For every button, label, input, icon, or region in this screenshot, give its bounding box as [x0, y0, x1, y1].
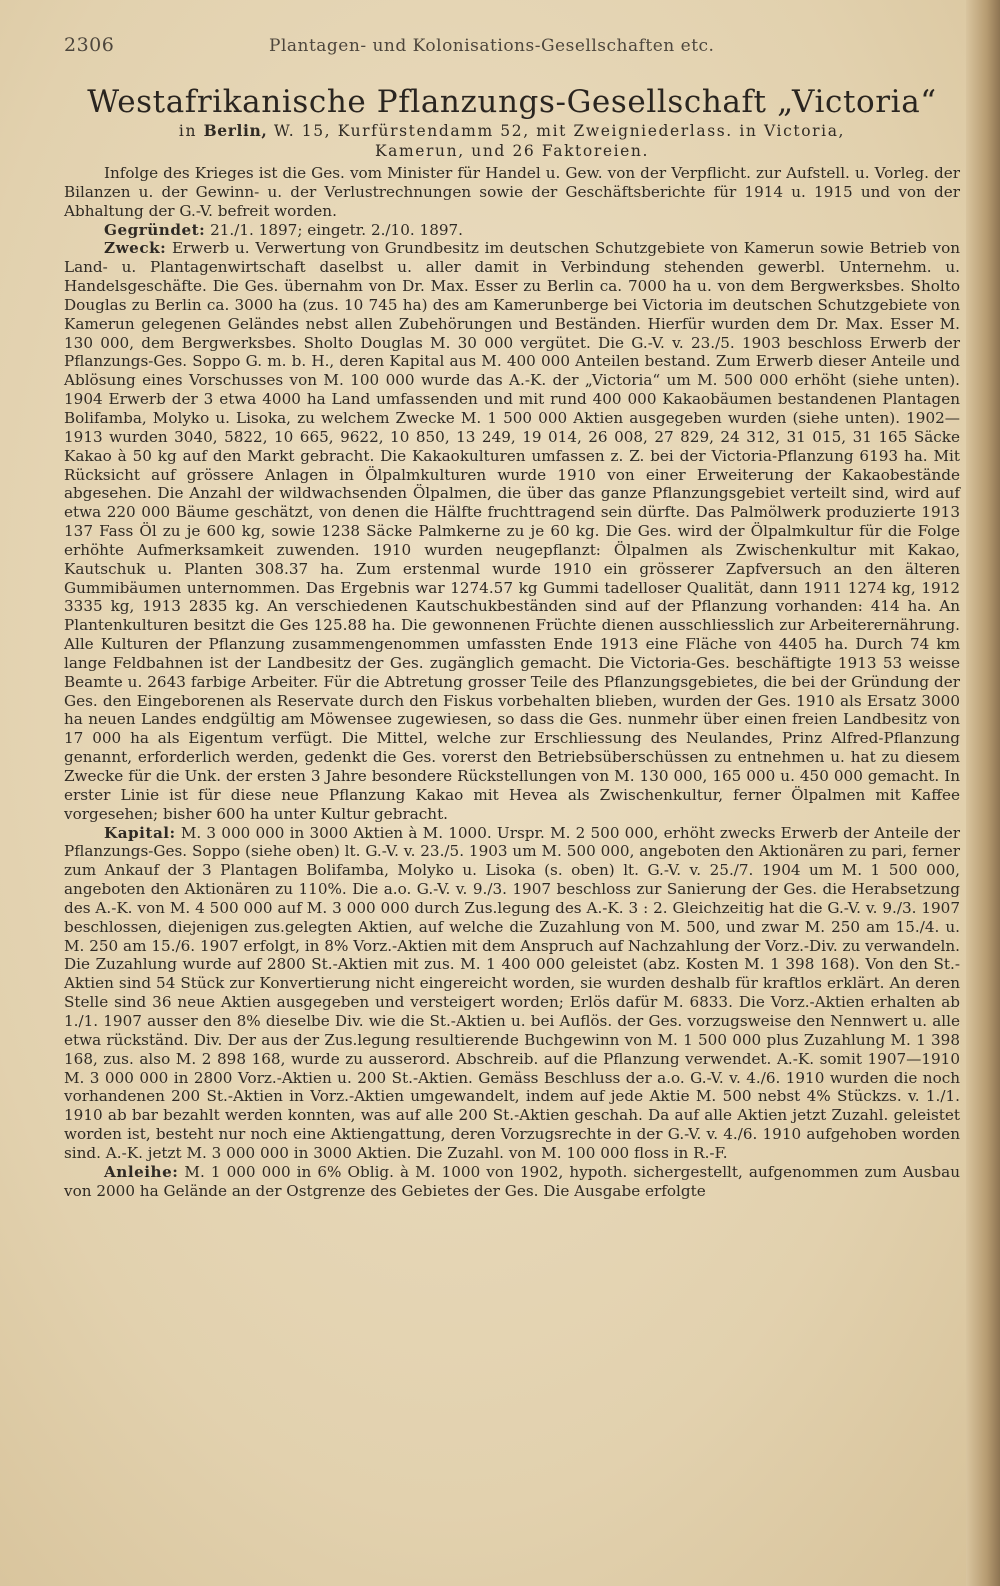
loan-paragraph [64, 1163, 960, 1201]
capital-label: Kapital: [104, 823, 176, 842]
binding-gutter [966, 0, 1000, 1586]
purpose-label: Zweck: [104, 239, 167, 258]
loan-text: M. 1 000 000 in 6% Oblig. à M. 1000 von 1902, hypoth. sichergestellt, aufgenommen zum Ausbau von 2000 ha Gelände an der Ostgrenze des Gebietes der Ges. Die Ausgabe erfolgte [64, 1162, 960, 1200]
capital-text: M. 3 000 000 in 3000 Aktien à M. 1000. Urspr. M. 2 500 000, erhöht zwecks Erwerb der Anteile der Pflanzungs-Ges. Soppo (siehe oben) lt. G.-V. v. 23./5. 1903 um M. 500 000, angeboten den Aktionären zu pari, ferner zum Ankauf der 3 Plantagen Bolifamba, Molyko u. Lisoka (s. oben) lt. G.-V. v. 25./7. 1904 um M. 1 500 000, angeboten den Aktionären zu 110%. Die a.o. G.-V. v. 9./3. 1907 beschloss zur Sanierung der Ges. die Herabsetzung des A.-K. von M. 4 500 000 auf M. 3 000 000 durch Zus.legung des A.-K. 3 : 2. Gleichzeitig hat die G.-V. v. 9./3. 1907 beschlossen, diejenigen zus.gelegten Aktien, auf welche die Zuzahlung von M. 500, und zwar M. 250 am 15./4. u. M. 250 am 15./6. 1907 erfolgt, in 8% Vorz.-Aktien mit dem Anspruch auf Nachzahlung der Vorz.-Div. zu verwandeln. Die Zuzahlung wurde auf 2800 St.-Aktien mit zus. M. 1 400 000 geleistet (abz. Kosten M. 1 398 168). Von den St.-Aktien sind 54 Stück zur Konvertierung nicht eingereicht worden, sie wurden deshalb für kraftlos erklärt. An deren Stelle sind 36 neue Aktien ausgegeben und versteigert worden; Erlös dafür M. 6833. Die Vorz.-Aktien erhalten ab 1./1. 1907 ausser den 8% dieselbe Div. wie die St.-Aktien u. bei Auflös. der Ges. vorzugsweise den Nennwert u. alle etwa rückständ. Div. Der aus der Zus.legung resultierende Buchgewinn von M. 1 500 000 plus Zuzahlung M. 1 398 168, zus. also M. 2 898 168, wurde zu ausserord. Abschreib. auf die Pflanzung verwendet. A.-K. somit 1907—1910 M. 3 000 000 in 2800 Vorz.-Aktien u. 200 St.-Aktien. Gemäss Beschluss der a.o. G.-V. v. 4./6. 1910 wurden die noch vorhandenen 200 St.-Aktien in Vorz.-Aktien umgewandelt, indem auf jede Aktie M. 500 nebst 4% Stückzs. v. 1./1. 1910 ab bar bezahlt werden konnten, was auf alle 200 St.-Aktien geschah. Da auf alle Aktien jetzt Zuzahl. geleistet worden ist, besteht nur noch eine Aktiengattung, deren Vorzugsrechte in der G.-V. v. 4./6. 1910 aufgehoben worden sind. A.-K. jetzt M. 3 000 000 in 3000 Aktien. Die Zuzahl. von M. 100 000 floss in R.-F. [64, 823, 960, 1162]
purpose-text: Erwerb u. Verwertung von Grundbesitz im deutschen Schutzgebiete von Kamerun sowie Betrieb von Land- u. Plantagenwirtschaft daselbst u. aller damit in Verbindung stehenden gewerbl. Unternehm. u. Handelsgeschäfte. Die Ges. übernahm von Dr. Max. Esser zu Berlin ca. 7000 ha u. von dem Bergwerksbes. Sholto Douglas zu Berlin ca. 3000 ha (zus. 10 745 ha) des am Kamerunberge bei Victoria im deutschen Schutzgebiete von Kamerun gelegenen Geländes nebst allen Zubehörungen und Beständen. Hierfür wurden dem Dr. Max. Esser M. 130 000, dem Bergwerksbes. Sholto Douglas M. 30 000 vergütet. Die G.-V. v. 23./5. 1903 beschloss Erwerb der Pflanzungs-Ges. Soppo G. m. b. H., deren Kapital aus M. 400 000 Anteilen bestand. Zum Erwerb dieser Anteile und Ablösung eines Vorschusses von M. 100 000 wurde das A.-K. der „Victoria“ um M. 500 000 erhöht (siehe unten). 1904 Erwerb der 3 etwa 4000 ha Land umfassenden und mit rund 400 000 Kakaobäumen bestandenen Plantagen Bolifamba, Molyko u. Lisoka, zu welchem Zwecke M. 1 500 000 Aktien ausgegeben wurden (siehe unten). 1902—1913 wurden 3040, 5822, 10 665, 9622, 10 850, 13 249, 19 014, 26 008, 27 829, 24 312, 31 015, 31 165 Säcke Kakao à 50 kg auf den Markt gebracht. Die Kakaokulturen umfassen z. Z. bei der Victoria-Pflanzung 6193 ha. Mit Rücksicht auf grössere Anlagen in Ölpalmkulturen wurde 1910 von einer Erweiterung der Kakaobestände abgesehen. Die Anzahl der wildwachsenden Ölpalmen, die über das ganze Pflanzungsgebiet verteilt sind, wird auf etwa 220 000 Bäume geschätzt, von denen die Hälfte fruchttragend sein dürfte. Das Palmölwerk produzierte 1913 137 Fass Öl zu je 600 kg, sowie 1238 Säcke Palmkerne zu je 60 kg. Die Ges. wird der Ölpalmkultur für die Folge erhöhte Aufmerksamkeit zuwenden. 1910 wurden neugepflanzt: Ölpalmen als Zwischenkultur mit Kakao, Kautschuk u. Planten 308.37 ha. Zum erstenmal wurde 1910 ein grösserer Zapfversuch an den älteren Gummibäumen unternommen. Das Ergebnis war 1274.57 kg Gummi tadelloser Qualität, dann 1911 1274 kg, 1912 3335 kg, 1913 2835 kg. An verschiedenen Kautschukbeständen sind auf der Pflanzung vorhanden: 414 ha. An Plantenkulturen besitzt die Ges 125.88 ha. Die gewonnenen Früchte dienen ausschliesslich zur Arbeiterernährung. Alle Kulturen der Pflanzung zusammengenommen umfassten Ende 1913 eine Fläche von 4405 ha. Durch 74 km lange Feldbahnen ist der Landbesitz der Ges. zugänglich gemacht. Die Victoria-Ges. beschäftigte 1913 53 weisse Beamte u. 2643 farbige Arbeiter. Für die Abtretung grosser Teile des Pflanzungsgebietes, die bei der Gründung der Ges. den Eingeborenen als Reservate durch den Fiskus vorbehalten blieben, wurden der Ges. 1910 als Ersatz 3000 ha neuen Landes endgültig am Möwensee zugewiesen, so dass die Ges. nunmehr über einen freien Landbesitz von 17 000 ha als Eigentum verfügt. Die Mittel, welche zur Erschliessung des Neulandes, Prinz Alfred-Pflanzung genannt, erforderlich werden, gedenkt die Ges. vorerst den Betriebsüberschüssen zu entnehmen u. hat zu diesem Zwecke für die Unk. der ersten 3 Jahre besondere Rückstellungen von M. 130 000, 165 000 u. 450 000 gemacht. In erster Linie ist für diese neue Pflanzung Kakao mit Hevea als Zwischenkultur, ferner Ölpalmen mit Kaffee vorgesehen; bisher 600 ha unter Kultur gebracht. [64, 239, 960, 823]
company-title: Westafrikanische Pflanzungs-Gesellschaft „Victoria“ [87, 84, 937, 120]
address-rest: W. 15, Kurfürstendamm 52, mit Zweigniederlass. in Victoria, [267, 122, 846, 140]
founded-text: 21./1. 1897; eingetr. 2./10. 1897. [205, 220, 464, 239]
address-prefix: in [178, 122, 204, 140]
page-number: 2306 [64, 34, 115, 56]
company-address [64, 122, 960, 140]
company-address-line2: Kamerun, und 26 Faktoreien. [374, 142, 650, 160]
founded-label: Gegründet: [104, 220, 206, 239]
purpose-paragraph [64, 239, 960, 823]
capital-paragraph [64, 824, 960, 1163]
page-header [64, 34, 960, 60]
founded-paragraph [64, 221, 960, 240]
article-body [64, 164, 960, 1200]
running-head: Plantagen- und Kolonisations-Gesellschaften etc. [269, 36, 715, 56]
war-note-paragraph: Infolge des Krieges ist die Ges. vom Minister für Handel u. Gew. von der Verpflicht. zur Aufstell. u. Vorleg. der Bilanzen u. der Gewinn- u. der Verlustrechnungen sowie der Geschäftsberichte für 1914 u. 1915 und von der Abhaltung der G.-V. befreit worden. [64, 164, 960, 220]
loan-label: Anleihe: [104, 1162, 179, 1181]
address-city: Berlin, [203, 121, 268, 140]
